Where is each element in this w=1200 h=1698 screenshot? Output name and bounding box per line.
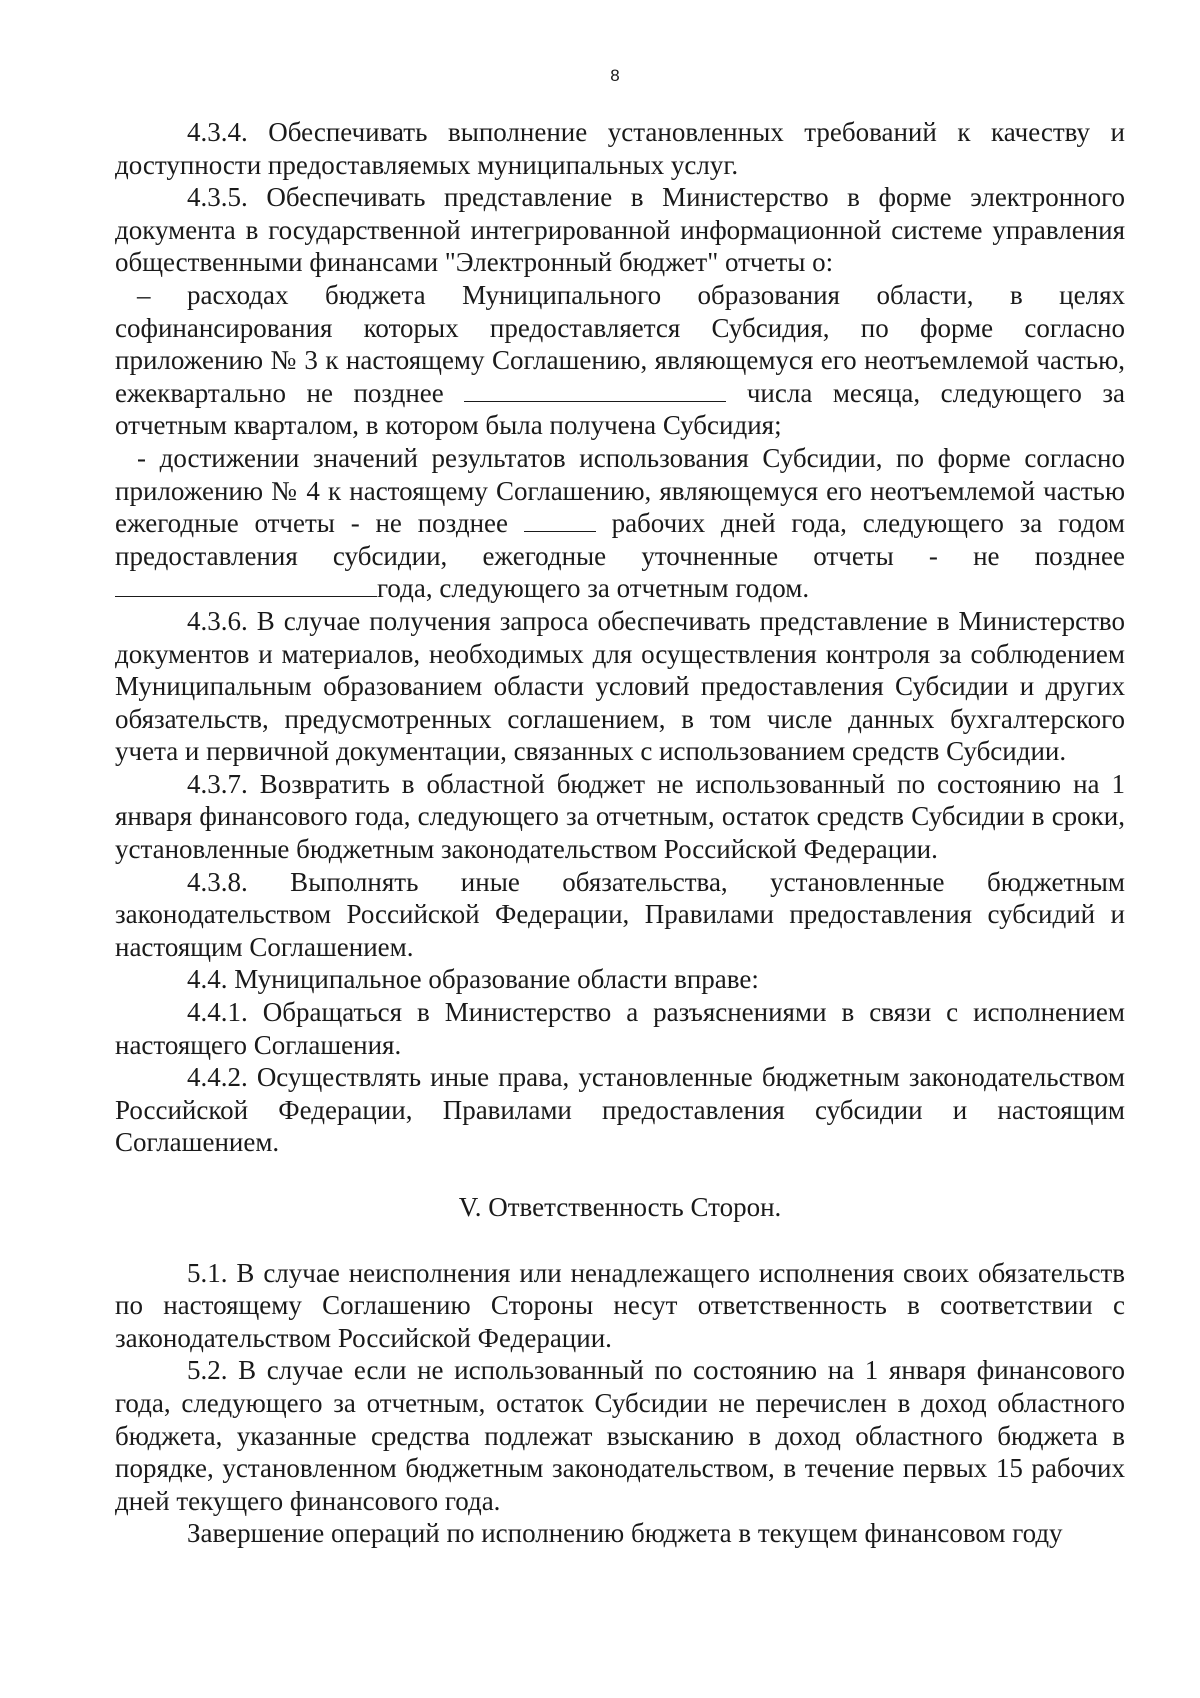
list-item-results-text-end: года, следующего за отчетным годом. bbox=[377, 573, 810, 604]
list-item-expenses-text: – расходах бюджета Муниципального образования области, в целях софинансирования которых предоставляется Субсидия, по форме согласно приложению № 3 к настоящему Соглашению, являющемуся его неотъемлемой частью, ежеквартально не позднее bbox=[115, 279, 1125, 408]
paragraph-final: Завершение операций по исполнению бюджета в текущем финансовом году bbox=[187, 1518, 1063, 1549]
blank-field-date bbox=[115, 573, 377, 597]
paragraph-5-1: 5.1. В случае неисполнения или ненадлежащего исполнения своих обязательств по настоящему Соглашению Стороны несут ответственность в соответствии с законодательством Российской Федерации. bbox=[115, 1257, 1125, 1353]
blank-field-working-days bbox=[524, 508, 596, 532]
paragraph-4-3-7: 4.3.7. Возвратить в областной бюджет не использованный по состоянию на 1 января финансового года, следующего за отчетным, остаток средств Субсидии в сроки, установленные бюджетным законодательством Российской Федерации. bbox=[115, 768, 1125, 865]
paragraph-4-4-1: 4.4.1. Обращаться в Министерство а разъяснениями в связи с исполнением настоящего Соглашения. bbox=[115, 997, 1125, 1060]
list-item-results-text: - достижении значений результатов использования Субсидии, по форме согласно приложению № 4 к настоящему Соглашению, являющемуся его неотъемлемой частью ежегодные отчеты - не позднее bbox=[115, 442, 1125, 539]
list-item-expenses-text-end: числа месяца, следующего за отчетным кварталом, в котором была получена Субсидия; bbox=[115, 377, 1126, 441]
document-body bbox=[115, 116, 1125, 1550]
paragraph-4-3-4: 4.3.4. Обеспечивать выполнение установленных требований к качеству и доступности предоставляемых муниципальных услуг. bbox=[115, 117, 1125, 180]
paragraph-4-3-5: 4.3.5. Обеспечивать представление в Министерство в форме электронного документа в государственной интегрированной информационной системе управления общественными финансами "Электронный бюджет" отчеты о: bbox=[115, 182, 1125, 278]
list-item-results-text-middle: рабочих дней года, следующего за годом предоставления субсидии, ежегодные уточненные отчеты - не позднее bbox=[115, 508, 1126, 571]
section-heading: V. Ответственность Сторон. bbox=[458, 1192, 782, 1222]
blank-field-day-of-month bbox=[464, 378, 726, 402]
paragraph-4-3-8: 4.3.8. Выполнять иные обязательства, установленные бюджетным законодательством Российской Федерации, Правилами предоставления субсидий и настоящим Соглашением. bbox=[115, 866, 1125, 962]
paragraph-4-3-6: 4.3.6. В случае получения запроса обеспечивать представление в Министерство документов и материалов, необходимых для осуществления контроля за соблюдением Муниципальным образованием области условий предоставления Субсидии и других обязательств, предусмотренных соглашением, в том числе данных бухгалтерского учета и первичной документации, связанных с использованием средств Субсидии. bbox=[115, 605, 1125, 767]
paragraph-4-4: 4.4. Муниципальное образование области вправе: bbox=[187, 964, 759, 995]
list-item-results-report bbox=[115, 442, 1125, 605]
paragraph-5-2: 5.2. В случае если не использованный по состоянию на 1 января финансового года, следующего за отчетным, остаток Субсидии не перечислен в доход областного бюджета, указанные средства подлежат взысканию в доход областного бюджета в порядке, установленном бюджетным законодательством, в течение первых 15 рабочих дней текущего финансового года. bbox=[115, 1355, 1125, 1516]
page-number: 8 bbox=[610, 66, 620, 85]
list-item-expenses-report bbox=[115, 279, 1125, 442]
paragraph-4-4-2: 4.4.2. Осуществлять иные права, установленные бюджетным законодательством Российской Федерации, Правилами предоставления субсидии и настоящим Соглашением. bbox=[115, 1062, 1125, 1158]
